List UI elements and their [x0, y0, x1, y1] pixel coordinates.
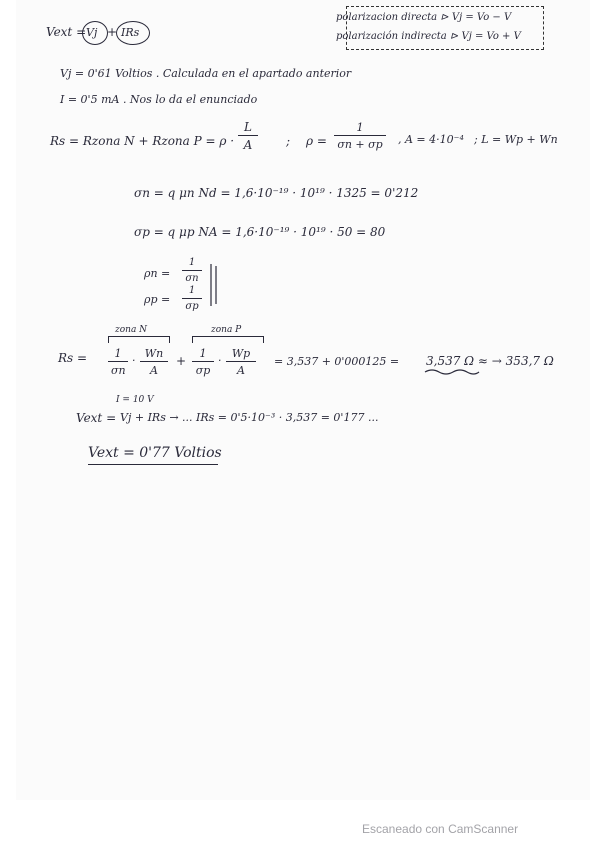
final-answer: Vext = 0'77 Voltios [88, 445, 222, 461]
calc-frac-4 [226, 348, 256, 376]
calc-final: 3,537 Ω ≈ → 353,7 Ω [426, 354, 554, 368]
camscanner-watermark: Escaneado con CamScanner [362, 822, 519, 836]
final-answer-underline [88, 464, 218, 465]
l-numerator: L [244, 120, 252, 134]
calc-frac-3 [192, 348, 214, 376]
calc-dot-2: · [218, 354, 222, 367]
calc-frac-3-num: 1 [199, 347, 207, 360]
calc-dot-1: · [132, 354, 136, 367]
calc-frac-1 [108, 348, 128, 376]
calc-plus: + [176, 354, 187, 368]
rho-n-fraction [182, 258, 202, 284]
final-underline [424, 368, 480, 376]
rho-n-numerator: 1 [188, 257, 196, 268]
rho-n-lhs: ρn = [144, 267, 171, 280]
a-denominator: A [238, 135, 258, 151]
rho-fraction [334, 122, 386, 150]
rho-numerator: 1 [356, 121, 364, 134]
l-over-a-fraction [238, 121, 258, 151]
irs-circled-term: IRs [121, 26, 140, 39]
calc-frac-2-num: Wn [144, 347, 164, 360]
calc-frac-4-den: A [226, 361, 256, 376]
current-value-line: I = 0'5 mA . Nos lo da el enunciado [60, 93, 258, 106]
rho-p-numerator: 1 [188, 285, 196, 296]
calc-frac-1-num: 1 [114, 347, 122, 360]
vext-header-label: Vext = [46, 25, 87, 39]
vj-circled-term: Vj [86, 26, 98, 39]
scanned-page [16, 0, 590, 800]
area-value: , A = 4·10⁻⁴ [398, 133, 464, 146]
box-direct-line: polarizacion directa ⊳ Vj = Vo − V [336, 12, 512, 23]
calc-frac-1-den: σn [108, 361, 128, 376]
rho-lhs: ρ = [306, 134, 327, 148]
length-value: ; L = Wp + Wn [474, 133, 558, 146]
rho-p-lhs: ρp = [144, 293, 171, 306]
vj-value-line: Vj = 0'61 Voltios . Calculada en el apartado anterior [60, 67, 352, 80]
calc-frac-2-den: A [140, 361, 168, 376]
calc-frac-4-num: Wp [231, 347, 251, 360]
sigma-n-line: σn = q μn Nd = 1,6·10⁻¹⁹ · 10¹⁹ · 1325 = 0'212 [134, 186, 419, 200]
zona-p-label: zona P [211, 325, 242, 335]
calc-frac-3-den: σp [192, 361, 214, 376]
vext-small-note: I = 10 V [116, 395, 154, 405]
zona-p-brace [192, 336, 264, 343]
rho-n-denominator: σn [182, 270, 202, 284]
vext-calc-label: Vext = [76, 411, 117, 425]
rs-formula-lhs: Rs = Rzona N + Rzona P = ρ · [50, 134, 235, 148]
box-inverse-line: polarización indirecta ⊳ Vj = Vo + V [336, 31, 521, 42]
calc-frac-2 [140, 348, 168, 376]
vext-calc-expr: Vj + IRs → ... IRs = 0'5·10⁻³ · 3,537 = 0'177 ... [120, 411, 379, 424]
zona-n-brace [108, 336, 170, 343]
calc-result: = 3,537 + 0'000125 = [274, 355, 400, 368]
rho-p-denominator: σp [182, 298, 202, 312]
rho-denominator: σn + σp [334, 135, 386, 150]
bracket-marks [208, 262, 222, 308]
zona-n-label: zona N [115, 325, 148, 335]
semicolon: ; [286, 134, 291, 148]
rs-calc-lhs: Rs = [58, 351, 88, 365]
rho-p-fraction [182, 286, 202, 312]
sigma-p-line: σp = q μp NA = 1,6·10⁻¹⁹ · 10¹⁹ · 50 = 80 [134, 225, 386, 239]
plus-sign: + [107, 25, 118, 39]
